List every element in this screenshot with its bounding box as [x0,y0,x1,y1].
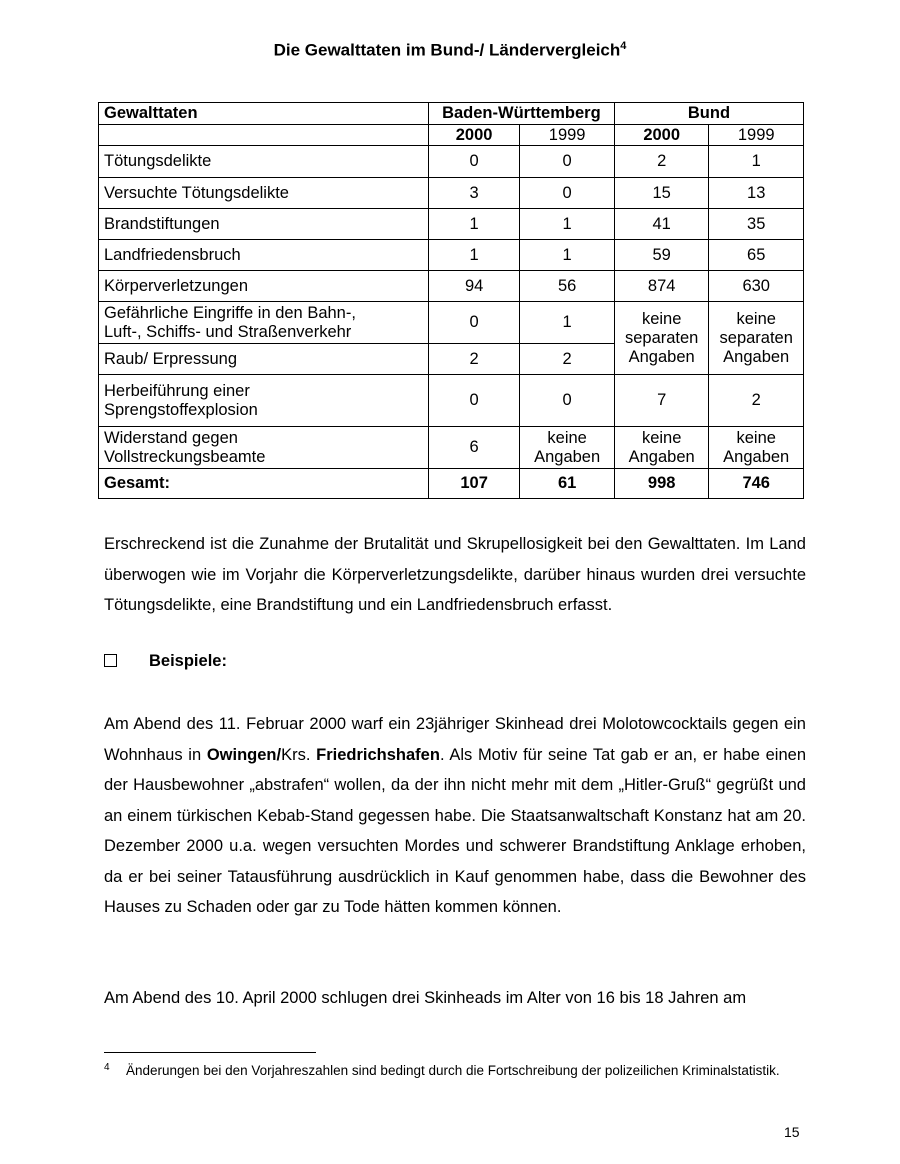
merged-line: keine [736,309,776,328]
page-number: 15 [784,1124,800,1140]
value-cell: 3 [428,178,520,209]
footnote [104,1062,796,1079]
row-label: Versuchte Tötungsdelikte [99,178,429,209]
table-year-row [99,125,804,146]
keine-angaben-cell [709,427,804,469]
value-cell: 630 [709,271,804,302]
header-group-bw: Baden-Württemberg [428,103,614,125]
value-cell: 2 [614,146,709,178]
value-cell: 35 [709,209,804,240]
violence-stats-table [98,102,804,499]
keine-line: Angaben [628,447,695,466]
paragraph-text: Am Abend des 11. Februar 2000 warf ein 23jähriger Skinhead drei Molotowcocktails gegen ein Wohnhaus in [104,715,806,764]
row-label-line: Luft-, Schiffs- und Straßenverkehr [104,322,352,341]
keine-line: keine [547,428,587,447]
keine-line: keine [736,428,776,447]
value-cell: 1 [709,146,804,178]
footnote-number: 4 [104,1062,110,1073]
paragraph-text: . Als Motiv für seine Tat gab er an, er habe einen der Hausbewohner „abstrafen“ wollen, da der ihn nicht mehr mit dem „Hitler-Gruß“ gegrüßt und an einem türkischen Kebab-Stand gegessen habe. Die Staatsanwaltschaft Konstanz hat am 20. Dezember 2000 u.a. wegen versuchten Mordes und schwerer Brandstiftung Anklage erhoben, da er bei seiner Tatausführung ausdrücklich in Kauf genommen habe, dass die Bewohner des Hauses zu Schaden oder gar zu Tode hätten kommen können. [104,745,806,916]
keine-angaben-cell [614,427,709,469]
table-row [99,209,804,240]
value-cell: 2 [520,344,615,375]
total-label: Gesamt: [99,469,429,499]
total-cell: 107 [428,469,520,499]
keine-line: Angaben [723,447,790,466]
total-cell: 61 [520,469,615,499]
year-cell: 2000 [614,125,709,146]
header-category: Gewalttaten [99,103,429,125]
row-label-line: Gefährliche Eingriffe in den Bahn-, [104,303,356,322]
beispiele-label: Beispiele: [149,652,227,670]
keine-angaben-cell [520,427,615,469]
table-header-row [99,103,804,125]
merged-keine-separaten-cell [614,302,709,375]
value-cell: 0 [520,146,615,178]
value-cell: 1 [428,240,520,271]
value-cell: 41 [614,209,709,240]
row-label: Landfriedensbruch [99,240,429,271]
paragraph-text: Krs. [281,745,317,764]
table-row [99,178,804,209]
row-label-line: Herbeiführung einer [104,381,250,400]
value-cell: 13 [709,178,804,209]
merged-line: separaten [624,328,699,347]
value-cell: 0 [520,178,615,209]
row-label [99,375,429,427]
row-label: Brandstiftungen [99,209,429,240]
value-cell: 56 [520,271,615,302]
title-text: Die Gewalttaten im Bund-/ Ländervergleich [273,40,621,60]
row-label [99,427,429,469]
row-label: Körperverletzungen [99,271,429,302]
merged-keine-separaten-cell [709,302,804,375]
value-cell: 1 [520,209,615,240]
merged-line: Angaben [723,347,790,366]
place-name: Friedrichshafen [316,745,440,764]
value-cell: 1 [428,209,520,240]
value-cell: 874 [614,271,709,302]
value-cell: 15 [614,178,709,209]
paragraph-intro: Erschreckend ist die Zunahme der Brutalität und Skrupellosigkeit bei den Gewalttaten. Im Land überwogen wie im Vorjahr die Körperverletzungsdelikte, darüber hinaus wurden drei versuchte Tötungsdelikte, eine Brandstiftung und ein Landfriedensbruch erfasst. [104,535,806,614]
table-row [99,240,804,271]
place-name: Owingen/ [206,745,282,764]
year-cell: 1999 [520,125,615,146]
total-cell: 746 [709,469,804,499]
paragraph-example-2: Am Abend des 10. April 2000 schlugen drei Skinheads im Alter von 16 bis 18 Jahren am [104,989,747,1007]
value-cell: 59 [614,240,709,271]
header-empty-cell [99,125,429,146]
beispiele-heading [104,652,227,671]
row-label-line: Widerstand gegen [104,428,238,447]
table-row [99,271,804,302]
header-group-bund: Bund [614,103,803,125]
table-row [99,146,804,178]
merged-line: keine [641,309,682,328]
value-cell: 0 [520,375,615,427]
table-row [99,302,804,344]
merged-line: separaten [719,328,793,347]
value-cell: 65 [709,240,804,271]
checkbox-icon [104,654,117,667]
value-cell: 7 [614,375,709,427]
page-title [0,40,900,61]
keine-line: Angaben [534,447,601,466]
value-cell: 2 [709,375,804,427]
footnote-text: Änderungen bei den Vorjahreszahlen sind bedingt durch die Fortschreibung der polizeilichen Kriminalstatistik. [126,1063,780,1078]
value-cell: 1 [520,240,615,271]
row-label: Tötungsdelikte [99,146,429,178]
table-row [99,375,804,427]
row-label [99,302,429,344]
paragraph-example-1 [104,709,806,923]
total-cell: 998 [614,469,709,499]
value-cell: 0 [428,146,520,178]
value-cell: 1 [520,302,615,344]
table-row [99,427,804,469]
footnote-divider [104,1052,316,1053]
title-footnote-ref: 4 [620,40,627,52]
value-cell: 0 [428,375,520,427]
keine-line: keine [641,428,682,447]
row-label-line: Vollstreckungsbeamte [104,447,266,466]
value-cell: 0 [428,302,520,344]
value-cell: 94 [428,271,520,302]
year-cell: 2000 [428,125,520,146]
row-label-line: Sprengstoffexplosion [104,400,258,419]
value-cell: 2 [428,344,520,375]
value-cell: 6 [428,427,520,469]
row-label: Raub/ Erpressung [99,344,429,375]
table-total-row [99,469,804,499]
merged-line: Angaben [628,347,695,366]
year-cell: 1999 [709,125,804,146]
